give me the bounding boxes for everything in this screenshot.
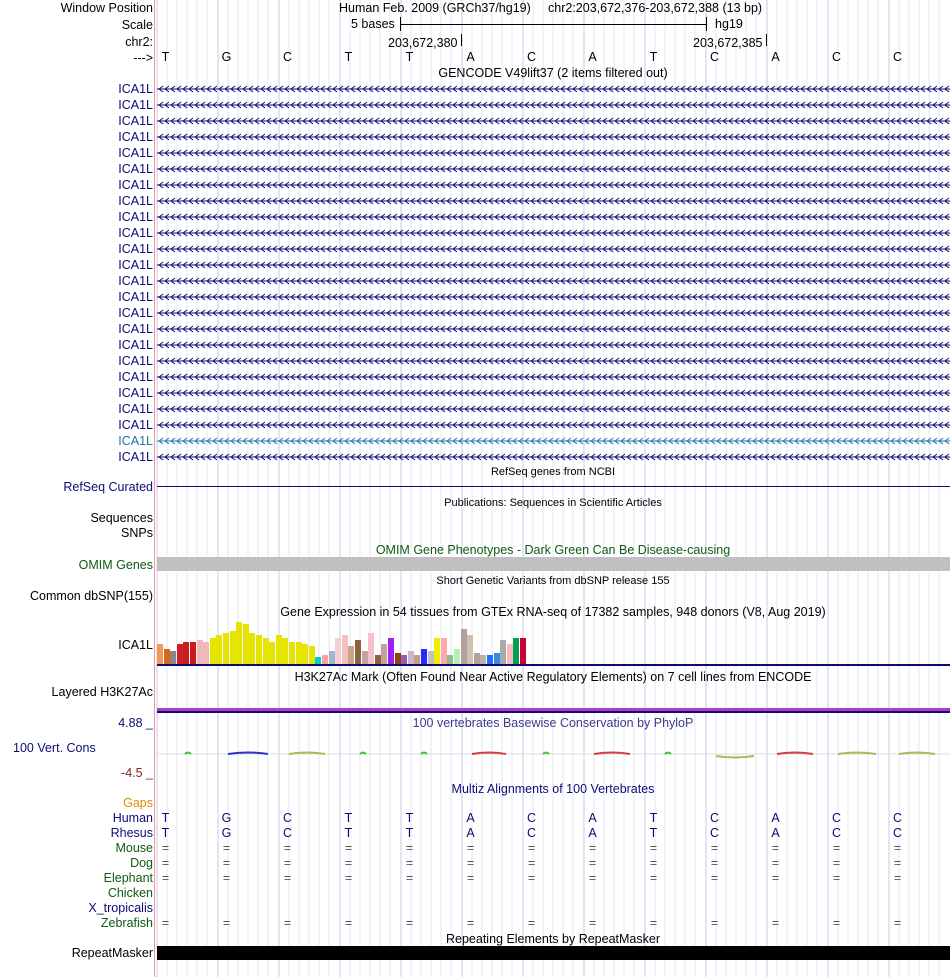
multiz-base: A [588,826,597,840]
multiz-base: = [161,871,170,885]
multiz-base: T [344,826,353,840]
multiz-base: C [282,826,293,840]
multiz-base: T [405,811,414,825]
multiz-base: = [283,856,292,870]
gtex-tissue-bar[interactable] [322,655,328,664]
gtex-tissue-bar[interactable] [302,644,308,664]
multiz-base: = [344,841,353,855]
gtex-tissue-bar[interactable] [269,642,275,664]
gencode-transcript[interactable] [157,324,950,334]
multiz-base: = [283,841,292,855]
gencode-transcript[interactable] [157,420,950,430]
gtex-tissue-bar[interactable] [368,633,374,664]
gencode-transcript[interactable] [157,212,950,222]
multiz-gaps-label[interactable]: Gaps [123,796,153,810]
multiz-base: C [526,826,537,840]
gtex-tissue-bar[interactable] [249,633,255,664]
gtex-tissue-bar[interactable] [355,640,361,664]
omim-title[interactable]: OMIM Gene Phenotypes - Dark Green Can Be Disease-causing [375,543,731,557]
base-5: T [405,50,414,64]
multiz-base: = [771,916,780,930]
multiz-base: C [709,826,720,840]
gencode-transcript[interactable] [157,244,950,254]
repeatmasker-bar[interactable] [157,946,950,960]
gtex-tissue-bar[interactable] [164,649,170,664]
multiz-species-human[interactable]: Human [112,811,153,825]
gencode-transcript-label[interactable]: ICA1L [118,338,153,352]
multiz-base: = [466,871,475,885]
multiz-title[interactable]: Multiz Alignments of 100 Vertebrates [451,782,655,796]
chrom-tick-2 [766,34,767,46]
gencode-transcript[interactable] [157,84,950,94]
multiz-species-chicken[interactable]: Chicken [107,886,153,900]
gencode-transcript-label[interactable]: ICA1L [118,370,153,384]
gtex-tissue-bar[interactable] [421,649,427,664]
chrom-tick-1-label: 203,672,380 [388,36,458,50]
position-range[interactable]: chr2:203,672,376-203,672,388 (13 bp) [548,1,763,15]
gtex-baseline [157,664,950,666]
multiz-species-elephant[interactable]: Elephant [103,871,153,885]
phylop-min: -4.5 _ [121,766,153,780]
gtex-tissue-bar[interactable] [494,653,500,664]
phylop-signal[interactable] [0,745,950,761]
gencode-transcript[interactable] [157,404,950,414]
multiz-base: C [892,826,903,840]
gencode-transcript-label[interactable]: ICA1L [118,402,153,416]
base-4: T [344,50,353,64]
gencode-transcript[interactable] [157,356,950,366]
gtex-tissue-bar[interactable] [414,655,420,664]
multiz-base: = [710,871,719,885]
h3k27ac-label[interactable]: Layered H3K27Ac [51,685,153,699]
base-7: C [526,50,537,64]
gtex-tissue-bar[interactable] [210,638,216,664]
multiz-base: A [466,811,475,825]
multiz-base: = [649,916,658,930]
multiz-base: = [344,856,353,870]
multiz-base: = [283,871,292,885]
gencode-transcript[interactable] [157,452,950,462]
multiz-base: A [771,811,780,825]
gencode-transcript[interactable] [157,276,950,286]
gtex-title[interactable]: Gene Expression in 54 tissues from GTEx RNA-seq of 17382 samples, 948 donors (V8, Aug 2019) [280,605,826,619]
multiz-base: = [466,916,475,930]
multiz-base: C [709,811,720,825]
multiz-base: = [161,856,170,870]
gtex-tissue-bar[interactable] [487,655,493,664]
gencode-transcript-label[interactable]: ICA1L [118,98,153,112]
gtex-tissue-bar[interactable] [309,646,315,664]
chrom-tick-2-label: 203,672,385 [693,36,763,50]
gencode-transcript[interactable] [157,436,950,446]
gtex-tissue-bar[interactable] [434,638,440,664]
gtex-tissue-bar[interactable] [177,644,183,664]
publications-snps-label[interactable]: SNPs [121,526,153,540]
gtex-tissue-bar[interactable] [236,622,242,664]
gtex-tissue-bar[interactable] [375,655,381,664]
scale-db: hg19 [715,17,743,31]
gtex-tissue-bar[interactable] [474,653,480,664]
gtex-tissue-bar[interactable] [461,629,467,664]
gtex-tissue-bar[interactable] [428,651,434,664]
publications-title[interactable]: Publications: Sequences in Scientific Articles [444,497,662,509]
gtex-tissue-bar[interactable] [401,655,407,664]
gencode-transcript[interactable] [157,132,950,142]
gencode-transcript[interactable] [157,180,950,190]
base-6: A [466,50,475,64]
gencode-transcript-label[interactable]: ICA1L [118,434,153,448]
gtex-tissue-bar[interactable] [315,657,321,664]
multiz-base: = [405,841,414,855]
gencode-transcript[interactable] [157,260,950,270]
gtex-tissue-bar[interactable] [388,638,394,664]
gtex-tissue-bar[interactable] [381,644,387,664]
gencode-transcript-label[interactable]: ICA1L [118,290,153,304]
refseq-label[interactable]: RefSeq Curated [63,480,153,494]
multiz-base: = [832,856,841,870]
scale-text: 5 bases [351,17,395,31]
multiz-base: = [649,871,658,885]
scale-label: Scale [121,18,153,32]
phylop-title[interactable]: 100 vertebrates Basewise Conservation by PhyloP [412,716,694,730]
multiz-base: = [771,856,780,870]
multiz-base: = [222,841,231,855]
gencode-transcript-label[interactable]: ICA1L [118,146,153,160]
multiz-species-mouse[interactable]: Mouse [115,841,153,855]
multiz-base: A [466,826,475,840]
gencode-transcript-label[interactable]: ICA1L [118,194,153,208]
multiz-base: = [344,871,353,885]
multiz-base: = [283,916,292,930]
multiz-base: = [405,856,414,870]
multiz-species-x_tropicalis[interactable]: X_tropicalis [88,901,153,915]
multiz-base: = [222,871,231,885]
gtex-tissue-bar[interactable] [170,651,176,664]
gencode-transcript-label[interactable]: ICA1L [118,418,153,432]
multiz-base: = [832,841,841,855]
multiz-species-dog[interactable]: Dog [130,856,153,870]
gtex-tissue-bar[interactable] [408,651,414,664]
multiz-base: C [831,811,842,825]
refseq-title[interactable]: RefSeq genes from NCBI [490,466,616,478]
gencode-transcript-label[interactable]: ICA1L [118,386,153,400]
multiz-base: = [405,871,414,885]
gencode-transcript-label[interactable]: ICA1L [118,178,153,192]
gencode-transcript[interactable] [157,228,950,238]
gtex-tissue-bar[interactable] [447,655,453,664]
gtex-tissue-bar[interactable] [454,649,460,664]
multiz-base: = [222,856,231,870]
omim-label[interactable]: OMIM Genes [78,558,153,572]
repeatmasker-label[interactable]: RepeatMasker [71,946,153,960]
base-3: C [282,50,293,64]
gencode-transcript-label[interactable]: ICA1L [118,162,153,176]
base-9: T [649,50,658,64]
dbsnp-label[interactable]: Common dbSNP(155) [30,589,153,603]
base-1: T [161,50,170,64]
gencode-transcript-label[interactable]: ICA1L [118,258,153,272]
multiz-base: = [832,871,841,885]
h3k27ac-title[interactable]: H3K27Ac Mark (Often Found Near Active Regulatory Elements) on 7 cell lines from ENCODE [294,670,812,684]
omim-bar[interactable] [157,557,950,571]
multiz-base: T [161,811,170,825]
multiz-base: C [282,811,293,825]
gencode-transcript-label[interactable]: ICA1L [118,114,153,128]
gencode-title[interactable]: GENCODE V49lift37 (2 items filtered out) [438,66,668,80]
gencode-transcript[interactable] [157,372,950,382]
multiz-base: = [161,841,170,855]
base-12: C [831,50,842,64]
multiz-base: = [771,841,780,855]
multiz-base: T [405,826,414,840]
gtex-tissue-bar[interactable] [289,642,295,664]
gtex-tissue-bar[interactable] [520,638,526,664]
gtex-tissue-bar[interactable] [282,638,288,664]
multiz-base: = [893,871,902,885]
gtex-tissue-bar[interactable] [480,655,486,664]
gencode-transcript-label[interactable]: ICA1L [118,226,153,240]
multiz-base: = [466,841,475,855]
refseq-gene-line[interactable] [157,486,950,487]
multiz-base: = [588,856,597,870]
multiz-base: = [710,916,719,930]
multiz-base: = [527,841,536,855]
gencode-transcript-label[interactable]: ICA1L [118,354,153,368]
multiz-base: = [893,841,902,855]
scale-bar-right [706,17,707,31]
multiz-base: A [771,826,780,840]
gtex-tissue-bar[interactable] [276,635,282,664]
gtex-label[interactable]: ICA1L [118,638,153,652]
gtex-tissue-bar[interactable] [190,642,196,664]
gtex-tissue-bar[interactable] [230,631,236,664]
gencode-transcript[interactable] [157,308,950,318]
multiz-base: T [161,826,170,840]
chrom-label: chr2: [125,35,153,49]
multiz-species-zebrafish[interactable]: Zebrafish [100,916,153,930]
multiz-species-rhesus[interactable]: Rhesus [110,826,153,840]
multiz-base: = [771,871,780,885]
gtex-tissue-bar[interactable] [500,640,506,664]
base-10: C [709,50,720,64]
multiz-base: = [649,856,658,870]
gencode-transcript[interactable] [157,388,950,398]
multiz-base: = [893,916,902,930]
gencode-transcript-label[interactable]: ICA1L [118,242,153,256]
gencode-transcript-label[interactable]: ICA1L [118,274,153,288]
base-13: C [892,50,903,64]
gtex-tissue-bar[interactable] [329,651,335,664]
multiz-base: = [344,916,353,930]
gtex-tissue-bar[interactable] [362,651,368,664]
gtex-tissue-bar[interactable] [513,638,519,664]
gtex-tissue-bar[interactable] [348,646,354,664]
phylop-max: 4.88 _ [118,716,153,730]
gencode-transcript[interactable] [157,148,950,158]
gencode-transcript[interactable] [157,340,950,350]
multiz-base: = [588,916,597,930]
gtex-tissue-bar[interactable] [296,642,302,664]
scale-bar [401,24,707,25]
multiz-base: = [527,916,536,930]
chrom-tick-1 [461,34,462,46]
base-2: G [221,50,232,64]
multiz-base: C [892,811,903,825]
multiz-base: G [221,811,232,825]
gtex-tissue-bar[interactable] [256,635,262,664]
multiz-base: = [832,916,841,930]
dbsnp-title[interactable]: Short Genetic Variants from dbSNP release 155 [436,575,670,587]
strand-label: ---> [133,51,153,65]
gtex-tissue-bar[interactable] [395,653,401,664]
multiz-base: = [405,916,414,930]
gencode-transcript-label[interactable]: ICA1L [118,210,153,224]
gtex-tissue-bar[interactable] [342,635,348,664]
multiz-base: T [344,811,353,825]
gencode-transcript[interactable] [157,196,950,206]
gencode-transcript[interactable] [157,164,950,174]
publications-sequences-label[interactable]: Sequences [90,511,153,525]
gtex-tissue-bar[interactable] [197,640,203,664]
gencode-transcript-label[interactable]: ICA1L [118,130,153,144]
gtex-tissue-bar[interactable] [216,635,222,664]
gtex-tissue-bar[interactable] [507,644,513,664]
base-11: A [771,50,780,64]
h3k27ac-baseline [157,711,950,713]
gtex-tissue-bar[interactable] [263,638,269,664]
multiz-base: C [831,826,842,840]
multiz-base: = [527,856,536,870]
gencode-transcript-label[interactable]: ICA1L [118,450,153,464]
gencode-transcript-label[interactable]: ICA1L [118,82,153,96]
multiz-base: G [221,826,232,840]
multiz-base: = [893,856,902,870]
gencode-transcript[interactable] [157,100,950,110]
multiz-base: T [649,826,658,840]
multiz-base: = [222,916,231,930]
multiz-base: C [526,811,537,825]
repeatmasker-title[interactable]: Repeating Elements by RepeatMasker [445,932,660,946]
gtex-tissue-bar[interactable] [183,642,189,664]
phylop-label[interactable]: 100 Vert. Cons [13,741,96,755]
multiz-base: = [161,916,170,930]
multiz-base: = [649,841,658,855]
phylop-score-mark [716,756,754,758]
multiz-base: = [588,871,597,885]
multiz-base: A [588,811,597,825]
gtex-tissue-bar[interactable] [335,638,341,664]
gtex-tissue-bar[interactable] [467,635,473,664]
multiz-base: = [710,856,719,870]
gtex-tissue-bar[interactable] [203,642,209,664]
multiz-base: = [466,856,475,870]
window-position-label: Window Position [60,1,153,15]
gencode-transcript[interactable] [157,292,950,302]
gtex-tissue-bar[interactable] [223,633,229,664]
multiz-base: = [710,841,719,855]
gencode-transcript-label[interactable]: ICA1L [118,322,153,336]
multiz-base: T [649,811,658,825]
gencode-transcript[interactable] [157,116,950,126]
gtex-tissue-bar[interactable] [243,624,249,664]
gencode-transcript-label[interactable]: ICA1L [118,306,153,320]
gtex-tissue-bar[interactable] [157,644,163,664]
multiz-base: = [527,871,536,885]
base-8: A [588,50,597,64]
multiz-base: = [588,841,597,855]
assembly-label: Human Feb. 2009 (GRCh37/hg19) [339,1,531,15]
gtex-tissue-bar[interactable] [441,638,447,664]
